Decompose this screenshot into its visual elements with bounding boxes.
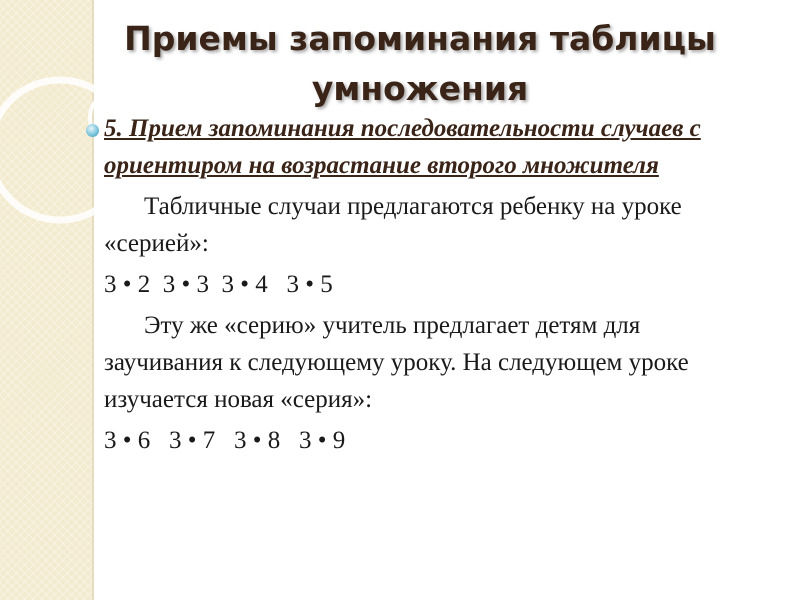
- section-heading: 5. Прием запоминания последовательности случаев с ориентиром на возрастание второго множителя: [104, 115, 701, 179]
- slide-content: [104, 110, 764, 459]
- slide-title-line-2: умножения: [311, 69, 529, 108]
- bullet-icon: [86, 124, 99, 137]
- slide-title: [70, 14, 770, 114]
- paragraph-2: Эту же «серию» учитель предлагает детям для заучивания к следующему уроку. На следующем уроке изучается новая «серия»:: [104, 312, 689, 413]
- multiplication-series-1: 3 • 2 3 • 3 3 • 4 3 • 5: [104, 271, 333, 298]
- multiplication-series-2: 3 • 6 3 • 7 3 • 8 3 • 9: [104, 427, 346, 454]
- slide-title-line-1: Приемы запоминания таблицы: [124, 19, 716, 58]
- paragraph-1: Табличные случаи предлагаются ребенку на уроке «серией»:: [104, 193, 682, 257]
- heading-block: [104, 110, 764, 184]
